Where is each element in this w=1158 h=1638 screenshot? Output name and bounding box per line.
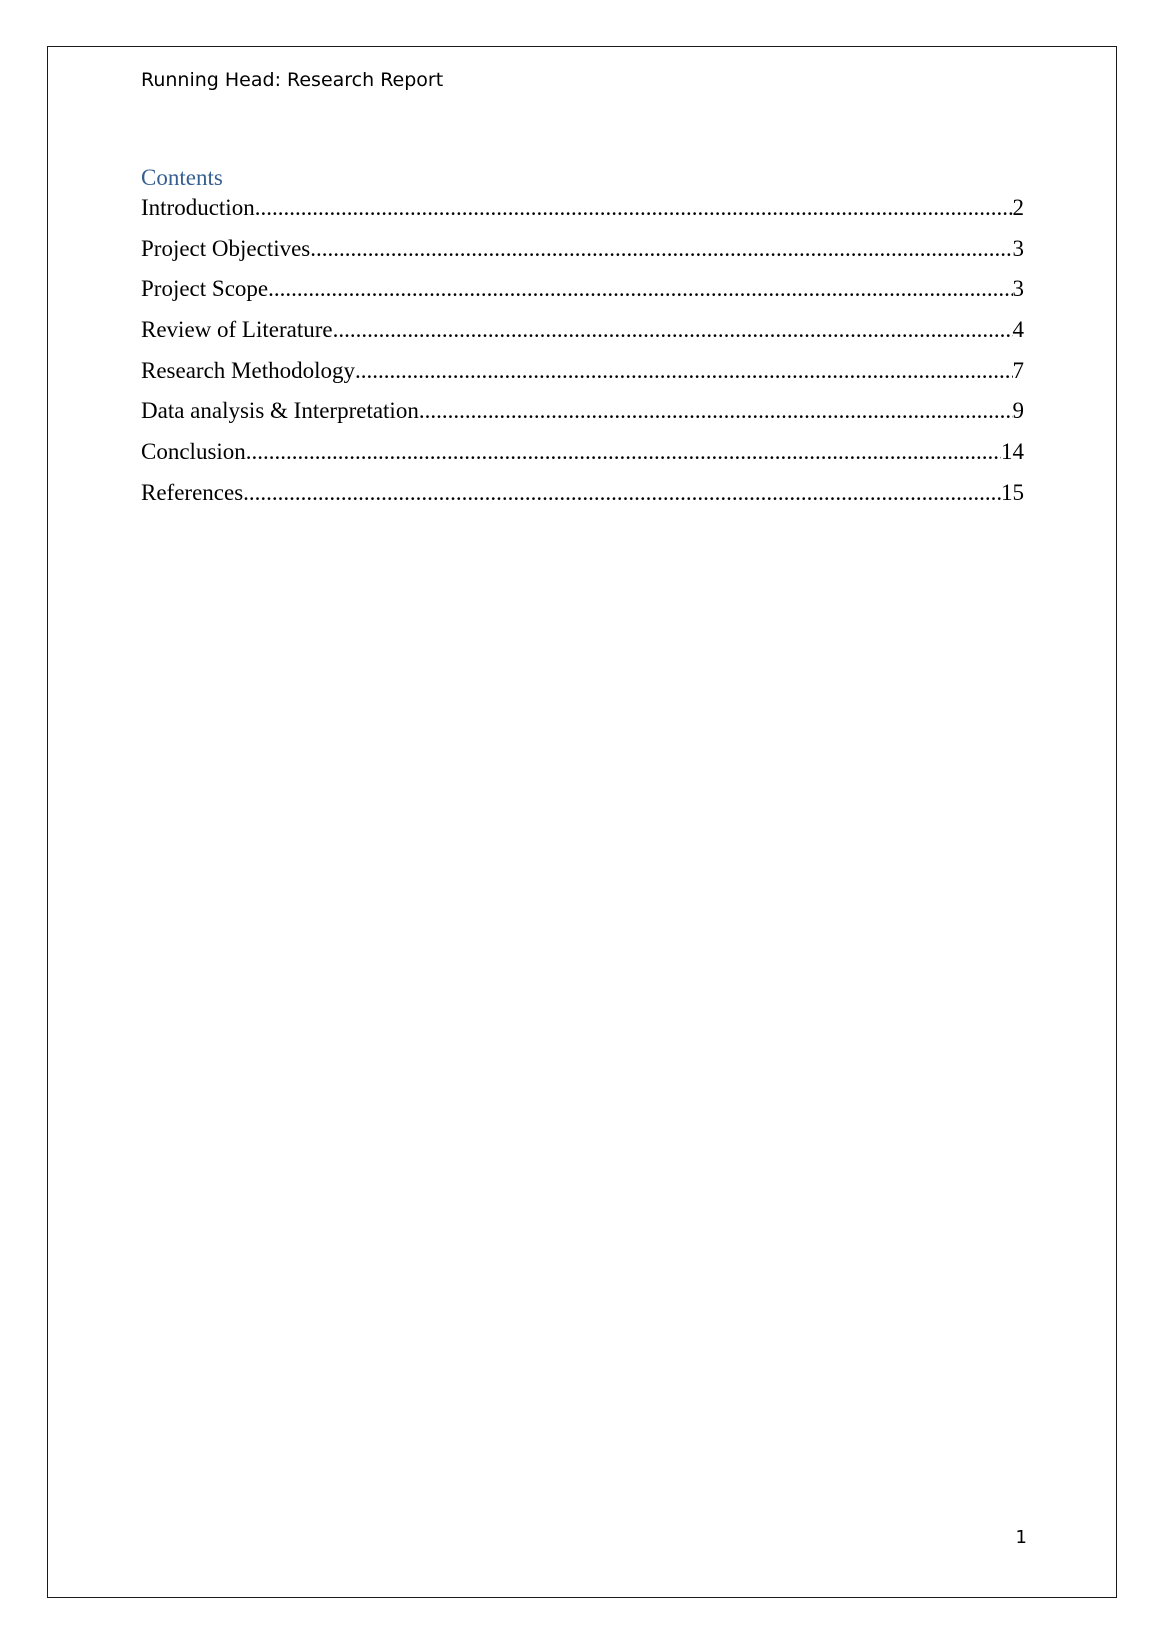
toc-entry-data-analysis[interactable]: [141, 396, 1024, 426]
toc-dot-leader: [419, 396, 1013, 426]
toc-entry-project-scope[interactable]: [141, 274, 1024, 304]
toc-entry-title: Project Objectives: [141, 235, 311, 261]
toc-entry-introduction[interactable]: [141, 193, 1024, 223]
toc-entry-title: Research Methodology: [141, 357, 355, 383]
toc-dot-leader: [355, 356, 1013, 386]
toc-entry-page: 15: [1001, 479, 1024, 505]
toc-dot-leader: [268, 274, 1012, 304]
toc-dot-leader: [243, 478, 1001, 508]
toc-entry-research-methodology[interactable]: [141, 356, 1024, 386]
toc-entry-page: 4: [1012, 317, 1024, 343]
toc-heading: Contents: [141, 165, 223, 190]
toc-dot-leader: [255, 193, 1013, 223]
toc-entry-page: 2: [1012, 195, 1024, 220]
toc-entry-title: Data analysis & Interpretation: [141, 398, 419, 424]
toc-dot-leader: [310, 234, 1012, 264]
toc-entry-title: Conclusion: [141, 439, 246, 465]
table-of-contents: [141, 163, 1024, 519]
toc-entry-page: 7: [1012, 357, 1024, 383]
toc-entry-references[interactable]: [141, 478, 1024, 508]
toc-entry-title: Project Scope: [141, 276, 269, 302]
toc-dot-leader: [333, 315, 1013, 345]
toc-entry-page: 14: [1001, 439, 1024, 465]
toc-entry-title: References: [141, 479, 244, 505]
toc-entry-page: 3: [1012, 235, 1024, 261]
toc-entry-project-objectives[interactable]: [141, 234, 1024, 264]
running-head: Running Head: Research Report: [141, 69, 444, 91]
page-number: 1: [1015, 1527, 1027, 1548]
toc-entry-review-of-literature[interactable]: [141, 315, 1024, 345]
toc-entry-conclusion[interactable]: [141, 437, 1024, 467]
toc-entry-title: Introduction: [141, 195, 255, 220]
toc-entry-title: Review of Literature: [141, 317, 333, 343]
toc-dot-leader: [246, 437, 1001, 467]
toc-entry-page: 9: [1012, 398, 1024, 424]
toc-entry-page: 3: [1012, 276, 1024, 302]
